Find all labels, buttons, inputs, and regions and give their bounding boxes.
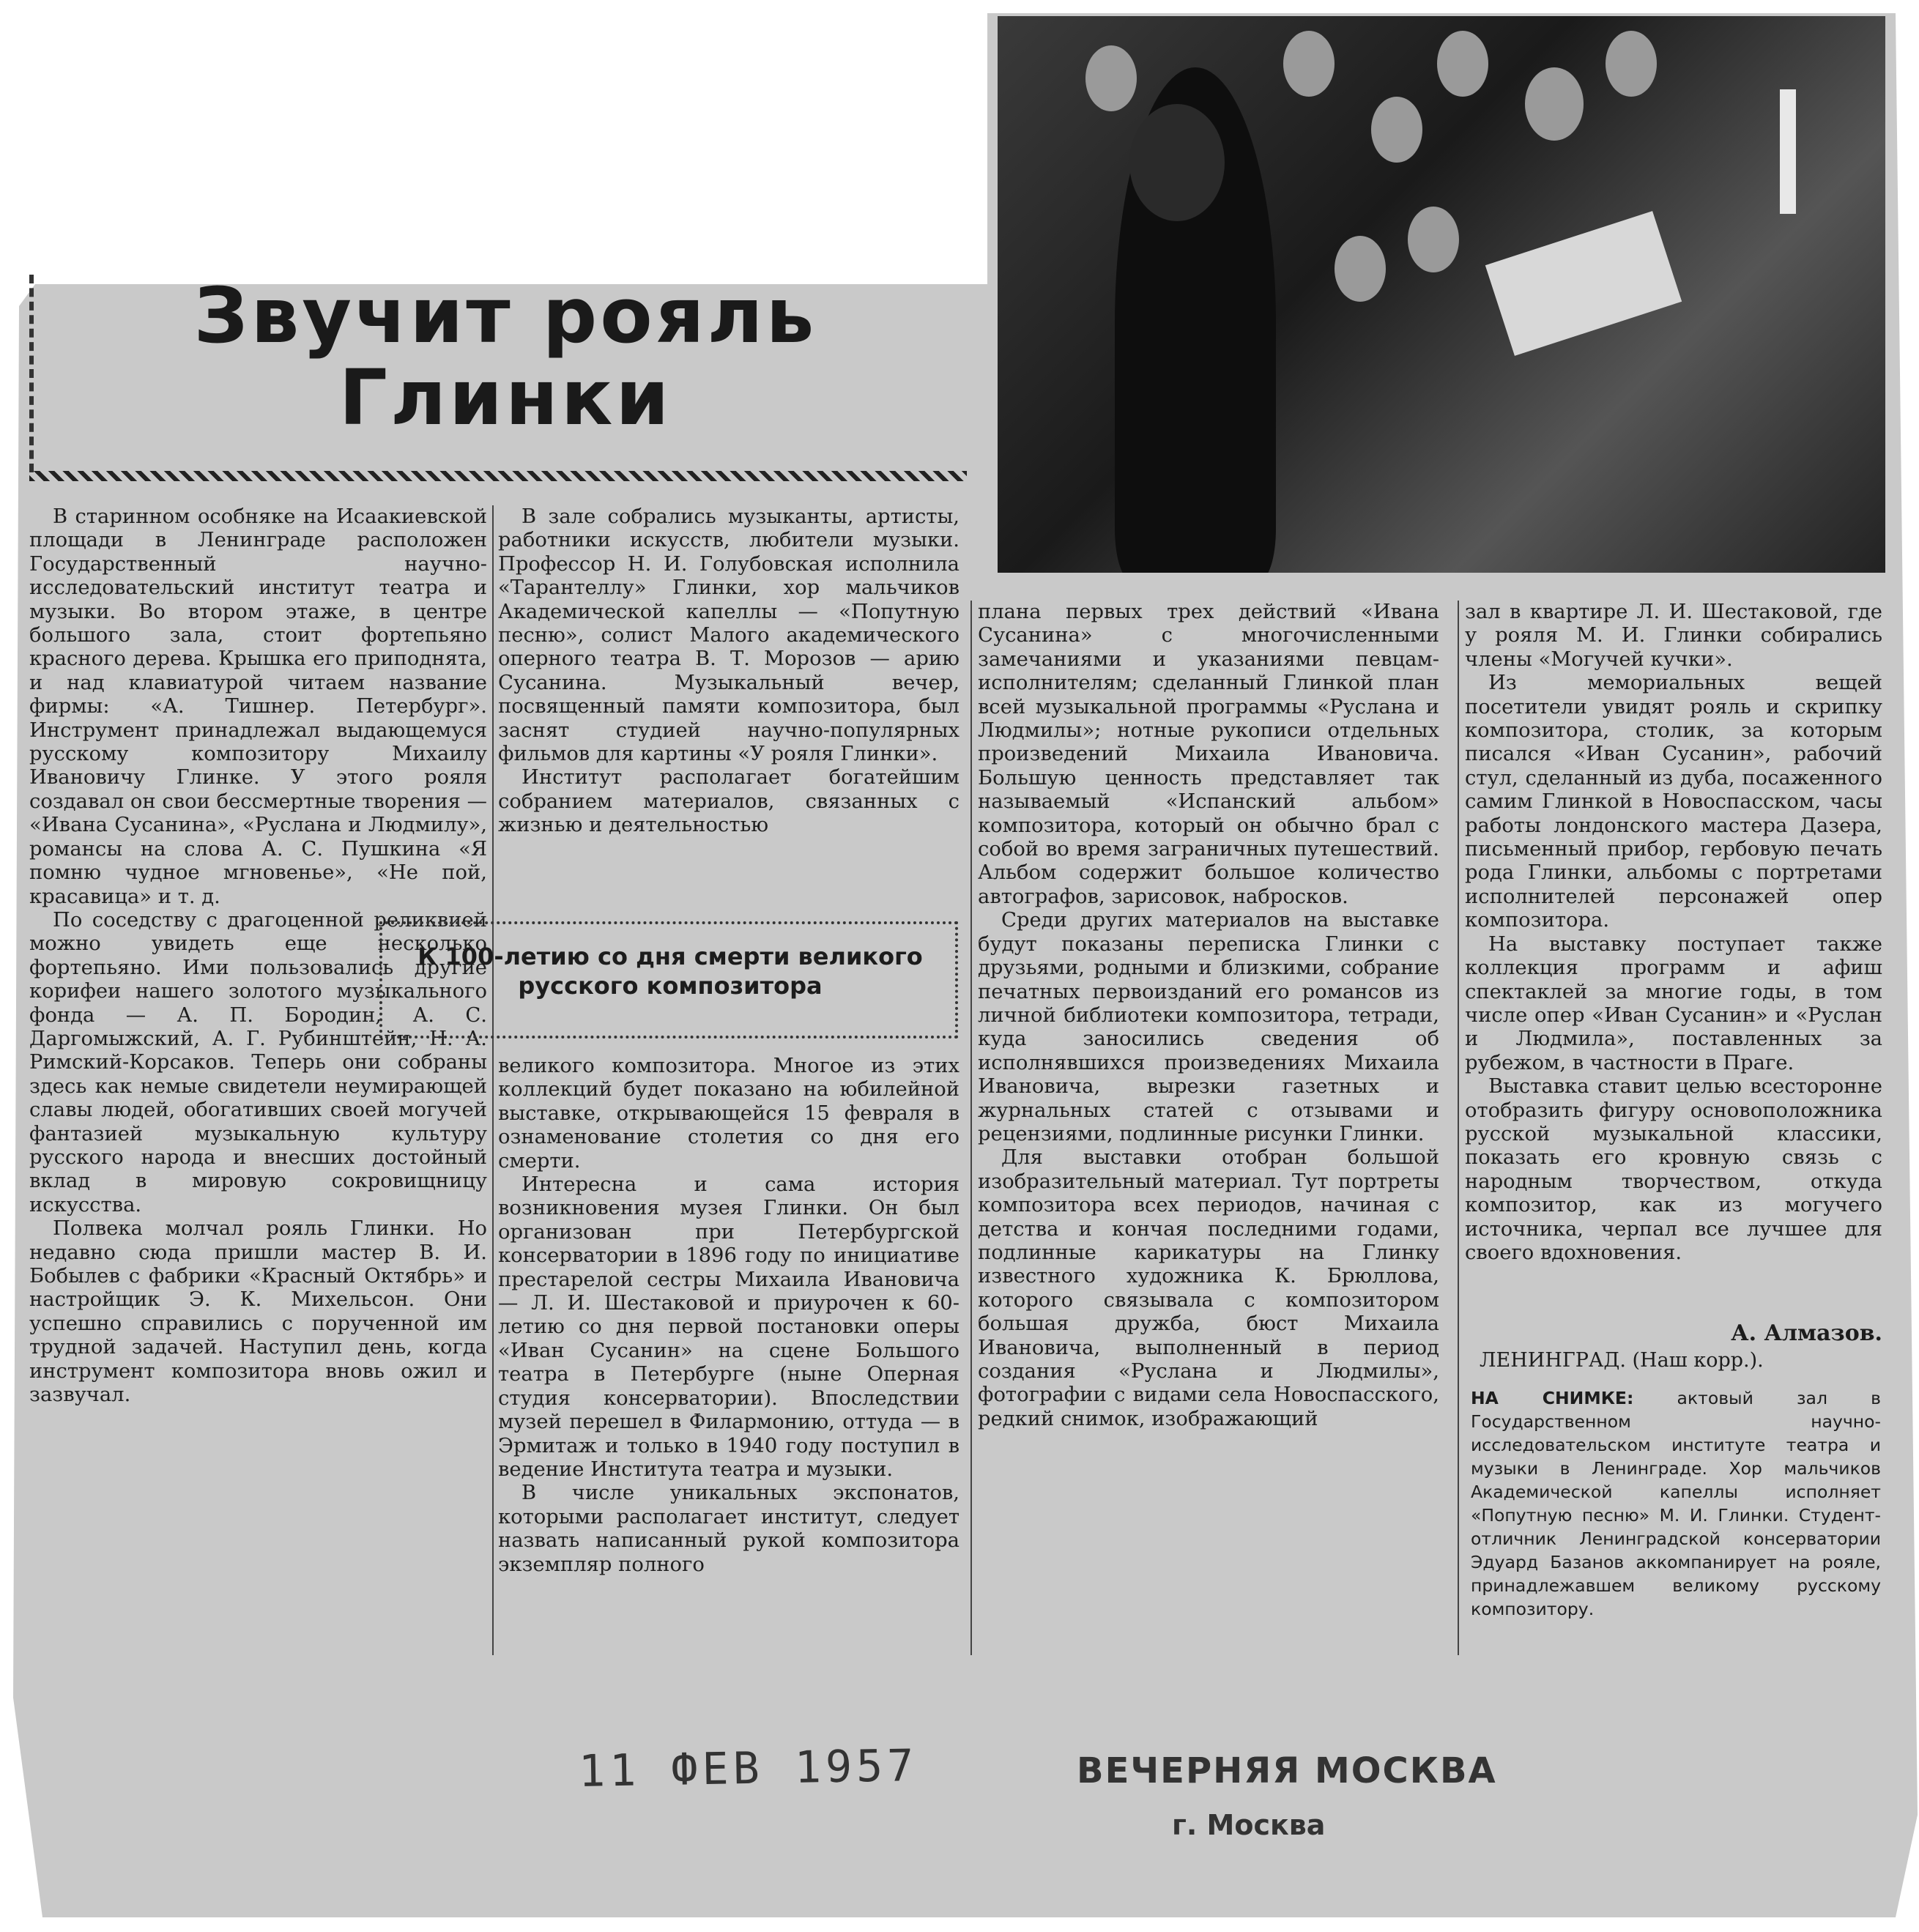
dateline: ЛЕНИНГРАД. (Наш корр.). bbox=[1480, 1349, 1764, 1372]
choir-face bbox=[1085, 45, 1137, 111]
headline: Звучит рояль Глинки bbox=[193, 271, 817, 442]
author-signature: А. Алмазов. bbox=[1731, 1320, 1882, 1346]
city-stamp: г. Москва bbox=[1172, 1809, 1326, 1841]
subheadline: К 100-летию со дня смерти великого русского композитора bbox=[417, 943, 923, 1000]
paragraph: В старинном особняке на Исаакиевской площади в Ленинграде расположен Государственный научно-исследовательский институт театра и музыки. Во втором этаже, в центре большого зала, стоит фортепьяно красного дерева. Крышка его приподнята, и над клавиатурой читаем название фирмы: «А. Тишнер. Петербург». Инструмент принадлежал выдающемуся русскому композитору Михаилу Ивановичу Глинке. У этого рояля создавал он свои бессмертные творения — «Ивана Сусанина», «Руслана и Людмилу», романсы на слова А. С. Пушкина «Я помню чудное мгновенье», «Не пой, красавица» и т. д. bbox=[29, 505, 487, 908]
paragraph: плана первых трех действий «Ивана Сусанина» с многочисленными замечаниями и указаниями певцам-исполнителям; сделанный Глинкой план всей музыкальной программы «Руслана и Людмилы»; нотные рукописи отдельных произведений Михаила Ивановича. Большую ценность представляет так называемый «Испанский альбом» композитора, который он обычно брал с собой во время заграничных путешествий. Альбом содержит большое количество автографов, зарисовок, набросков. bbox=[978, 601, 1439, 908]
paragraph: На выставку поступает также коллекция программ и афиш спектаклей за многие годы, в том числе опер «Иван Сусанин» и «Руслан и Людмила», поставленных за рубежом, в частности в Праге. bbox=[1465, 932, 1882, 1074]
paragraph: В зале собрались музыканты, артисты, работники искусств, любители музыки. Профессор Н. И. Голубовская исполнила «Тарантеллу» Глинки, хор мальчиков Академической капеллы — «Попутную песню», солист Малого академического оперного театра В. Т. Морозов — арию Сусанина. Музыкальный вечер, посвященный памяти композитора, был заснят студией научно-популярных фильмов для картины «У рояля Глинки». bbox=[498, 505, 960, 766]
caption-text: актовый зал в Государственном научно-исследовательском институте театра и музыки в Ленинграде. Хор мальчиков Академической капеллы исполняет «Попутную песню» М. И. Глинки. Студент-отличник Ленинградской консерватории Эдуард Базанов аккомпанирует на рояле, принадлежавшем великому русскому композитору. bbox=[1471, 1388, 1881, 1619]
photo-caption bbox=[1471, 1386, 1881, 1621]
article-column-3 bbox=[498, 1055, 960, 1577]
paragraph: Интересна и сама история возникновения музея Глинки. Он был организован при Петербургской консерватории в 1896 году по инициативе престарелой сестры Михаила Ивановича — Л. И. Шестаковой и приурочен к 60-летию со дня первой постановки оперы «Иван Сусанин» на сцене Большого театра в Петербурге (ныне Оперная студия консерватории). Впоследствии музей перешел в Филармонию, оттуда — в Эрмитаж и только в 1940 году поступил в ведение Института театра и музыки. bbox=[498, 1173, 960, 1481]
choir-face bbox=[1408, 207, 1459, 272]
caption-lead: НА СНИМКЕ: bbox=[1471, 1388, 1634, 1408]
headline-rule bbox=[29, 471, 967, 481]
article-column-4 bbox=[978, 601, 1439, 1431]
paragraph: Для выставки отобран большой изобразительный материал. Тут портреты композитора всех периодов, начиная с детства и кончая последними годами, подлинные карикатуры на Глинку известного художника К. Брюллова, которого связывала с композитором большая дружба, бюст Михаила Ивановича, выполненный в период создания «Руслана и Людмилы», фотографии с видами села Новоспасского, редкий снимок, изображающий bbox=[978, 1146, 1439, 1430]
date-stamp: 11 ФЕВ 1957 bbox=[578, 1739, 918, 1798]
article-column-2 bbox=[498, 505, 960, 838]
choir-face bbox=[1283, 31, 1335, 97]
candle bbox=[1780, 89, 1796, 214]
column-divider bbox=[1458, 601, 1459, 1655]
paragraph: Полвека молчал рояль Глинки. Но недавно сюда пришли мастер В. И. Бобылев с фабрики «Красный Октябрь» и настройщик Э. К. Михельсон. Они успешно справились с порученной им трудной задачей. Наступил день, когда инструмент композитора вновь ожил и зазвучал. bbox=[29, 1217, 487, 1407]
paragraph: В числе уникальных экспонатов, которыми располагает институт, следует назвать написанный рукой композитора экземпляр полного bbox=[498, 1482, 960, 1576]
paragraph: Среди других материалов на выставке будут показаны переписка Глинки с друзьями, родными и близкими, собрание печатных первоизданий его романсов из личной библиотеки композитора, тетради, куда заносились сведения об исполнявшихся произведениях Михаила Ивановича, вырезки газетных и журнальных статей с отзывами и рецензиями, подлинные рисунки Глинки. bbox=[978, 909, 1439, 1145]
pianist-head bbox=[1129, 104, 1225, 221]
article-photo bbox=[998, 16, 1885, 573]
newspaper-name-stamp: ВЕЧЕРНЯЯ МОСКВА bbox=[1077, 1750, 1497, 1791]
choir-face bbox=[1335, 236, 1386, 302]
choir-face bbox=[1525, 67, 1584, 141]
column-divider bbox=[970, 601, 972, 1655]
paragraph: Институт располагает богатейшим собранием материалов, связанных с жизнью и деятельностью bbox=[498, 766, 960, 837]
choir-face bbox=[1606, 31, 1657, 97]
paragraph: зал в квартире Л. И. Шестаковой, где у рояля М. И. Глинки собирались члены «Могучей кучки». bbox=[1465, 601, 1882, 671]
choir-face bbox=[1371, 97, 1422, 163]
paragraph: Из мемориальных вещей посетители увидят рояль и скрипку композитора, столик, за которым писался «Иван Сусанин», рабочий стул, сделанный из дуба, посаженного самим Глинкой в Новоспасском, часы работы лондонского мастера Дазера, письменный прибор, гербовую печать рода Глинки, альбомы с портретами исполнителей персонажей опер композитора. bbox=[1465, 672, 1882, 932]
column-divider bbox=[492, 505, 494, 1655]
paragraph: Выставка ставит целью всесторонне отобразить фигуру основоположника русской музыкальной классики, показать его кровную связь с народным творчеством, откуда композитор, как из могучего источника, черпал все лучшее для своего вдохновения. bbox=[1465, 1075, 1882, 1264]
paragraph: По соседству с драгоценной реликвией можно увидеть еще несколько фортепьяно. Ими пользовались другие корифеи нашего золотого музыкального фонда — А. П. Бородин, А. С. Даргомыжский, А. Г. Рубинштейн, Н. А. Римский-Корсаков. Теперь они собраны здесь как немые свидетели неумирающей славы людей, обогативших своей могучей фантазией музыкальную культуру русского народа и внесших достойный вклад в мировую сокровищницу искусства. bbox=[29, 908, 487, 1216]
sheet-music bbox=[1485, 211, 1682, 356]
choir-face bbox=[1437, 31, 1488, 97]
article-column-5 bbox=[1465, 601, 1882, 1265]
paragraph: великого композитора. Многое из этих коллекций будет показано на юбилейной выставке, открывающейся 15 февраля в ознаменование столетия со дня его смерти. bbox=[498, 1055, 960, 1173]
